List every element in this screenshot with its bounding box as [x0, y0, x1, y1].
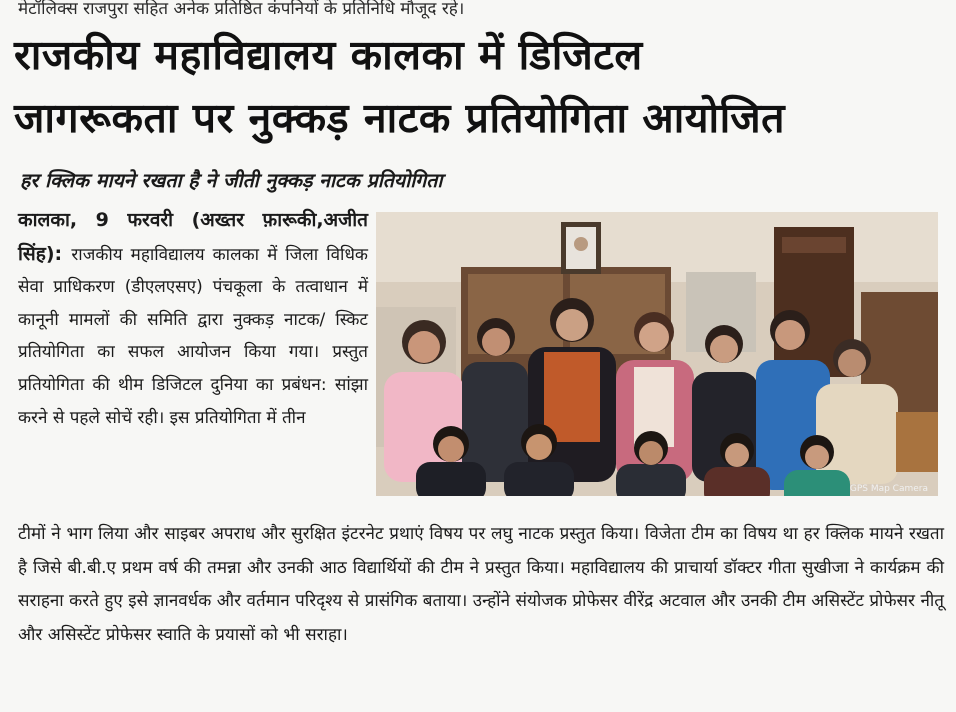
photo-watermark: GPS Map Camera — [849, 484, 928, 494]
group-photo-illustration — [376, 212, 938, 496]
headline-line-1: राजकीय महाविद्यालय कालका में डिजिटल — [14, 31, 643, 79]
headline — [14, 24, 944, 150]
article-column-text — [18, 204, 368, 434]
article-full-width-text: टीमों ने भाग लिया और साइबर अपराध और सुरक्षित इंटरनेट प्रथाएं विषय पर लघु नाटक प्रस्तुत किया। विजेता टीम का विषय था हर क्लिक मायने रखता है जिसे बी.बी.ए प्रथम वर्ष की तमन्ना और उनकी आठ विद्यार्थियों की टीम ने प्रस्तुत किया। महाविद्यालय की प्राचार्या डॉक्टर गीता सुखीजा ने कार्यक्रम की सराहना करते हुए इसे ज्ञानवर्धक और वर्तमान परिदृश्य से प्रासंगिक बताया। उन्होंने संयोजक प्रोफेसर वीरेंद्र अटवाल और उनकी टीम असिस्टेंट प्रोफेसर नीतू और असिस्टेंट प्रोफेसर स्वाति के प्रयासों को भी सराहा। — [18, 524, 944, 645]
news-photo — [376, 212, 938, 496]
headline-line-2: जागरूकता पर नुक्कड़ नाटक प्रतियोगिता आयोजित — [14, 94, 786, 142]
dateline: कालका, 9 फरवरी (अख्तर फ़ारूकी,अजीत सिंह): — [18, 209, 368, 265]
body-column: राजकीय महाविद्यालय कालका में जिला विधिक सेवा प्राधिकरण (डीएलएसए) पंचकूला के तत्वाधान में कानूनी मामलों की समिति द्वारा नुक्कड़ नाटक/ स्किट प्रतियोगिता का सफल आयोजन किया गया। प्रस्तुत प्रतियोगिता की थीम डिजिटल दुनिया का प्रबंधन: सांझा करने से पहले सोचें रही। इस प्रतियोगिता में तीन — [18, 244, 368, 428]
subheadline: हर क्लिक मायने रखता है ने जीती नुक्कड़ नाटक प्रतियोगिता — [20, 169, 443, 192]
previous-article-tail: मेटॉलिक्स राजपुरा सहित अनेक प्रतिष्ठित कंपनियों के प्रतिनिधि मौजूद रहे। — [18, 0, 465, 19]
